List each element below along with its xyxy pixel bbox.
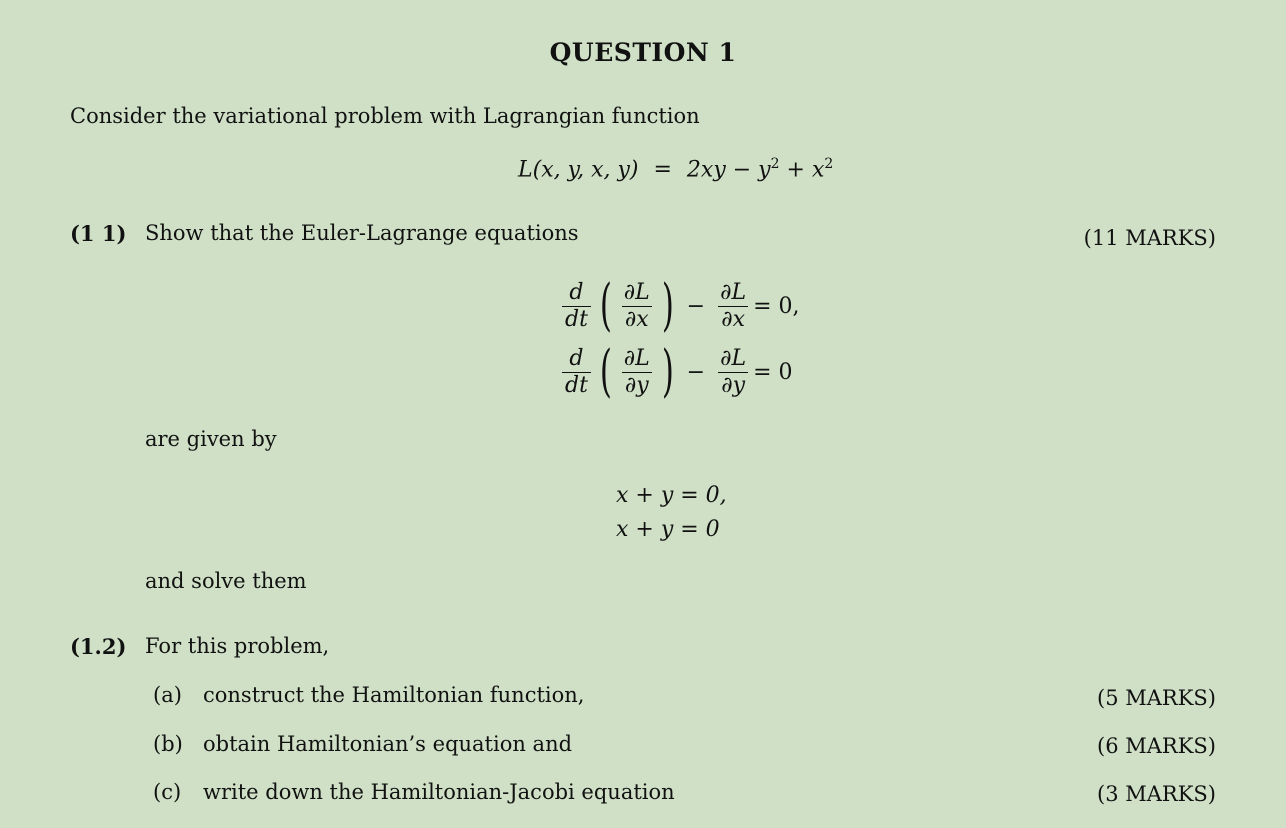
partial-frac: $\frac{\partial L}{\partial y}$ bbox=[623, 346, 650, 398]
part-a-marks: (5 MARKS) bbox=[1097, 686, 1216, 710]
part-c-text: write down the Hamiltonian-Jacobi equation bbox=[203, 780, 675, 804]
equation-end: = 0 bbox=[753, 359, 793, 385]
part-b-text: obtain Hamiltonian’s equation and bbox=[203, 732, 573, 756]
partial-frac: $\frac{\partial L}{\partial x}$ bbox=[720, 280, 747, 332]
euler-lagrange-equations bbox=[558, 273, 800, 405]
minus-sign: − bbox=[686, 293, 706, 319]
euler-eq-x bbox=[558, 273, 800, 339]
part-b-label: (b) bbox=[153, 732, 183, 756]
lagrangian-rhs-b: + x bbox=[779, 157, 825, 183]
question-title: QUESTION 1 bbox=[549, 38, 737, 67]
time-derivative: $\frac{d}{dt}$ bbox=[562, 280, 591, 332]
solution-eq-1: x + y = 0, bbox=[616, 483, 727, 508]
exponent-2: 2 bbox=[824, 156, 834, 172]
part-c-marks: (3 MARKS) bbox=[1097, 782, 1216, 806]
part-b-marks: (6 MARKS) bbox=[1097, 734, 1216, 758]
exponent-2: 2 bbox=[770, 156, 780, 172]
minus-sign: − bbox=[686, 359, 706, 385]
intro-text: Consider the variational problem with Lagrangian function bbox=[70, 104, 700, 128]
solve-text: and solve them bbox=[145, 569, 307, 593]
q1-1-marks: (11 MARKS) bbox=[1083, 226, 1216, 250]
given-by-text: are given by bbox=[145, 427, 277, 451]
part-a-text: construct the Hamiltonian function, bbox=[203, 683, 585, 707]
euler-eq-y bbox=[558, 339, 800, 405]
lagrangian-rhs-a: 2xy − y bbox=[686, 157, 771, 183]
time-derivative: $\frac{d}{dt}$ bbox=[562, 346, 591, 398]
equals-sign: = bbox=[653, 157, 672, 183]
lagrangian-lhs: L(x, y, x, y) bbox=[518, 157, 639, 183]
q1-1-text: Show that the Euler-Lagrange equations bbox=[145, 221, 579, 245]
q1-2-text: For this problem, bbox=[145, 634, 330, 658]
right-paren: ) bbox=[661, 339, 674, 404]
right-paren: ) bbox=[661, 273, 674, 338]
part-a-label: (a) bbox=[153, 683, 182, 707]
solution-eq-2: x + y = 0 bbox=[616, 517, 720, 542]
left-paren: ( bbox=[599, 339, 612, 404]
q1-1-label: (1 1) bbox=[70, 221, 127, 246]
equation-end: = 0, bbox=[753, 293, 800, 319]
partial-frac: $\frac{\partial L}{\partial y}$ bbox=[720, 346, 747, 398]
partial-frac: $\frac{\partial L}{\partial x}$ bbox=[623, 280, 650, 332]
left-paren: ( bbox=[599, 273, 612, 338]
q1-2-label: (1.2) bbox=[70, 634, 127, 659]
part-c-label: (c) bbox=[153, 780, 182, 804]
lagrangian-equation bbox=[518, 156, 833, 182]
